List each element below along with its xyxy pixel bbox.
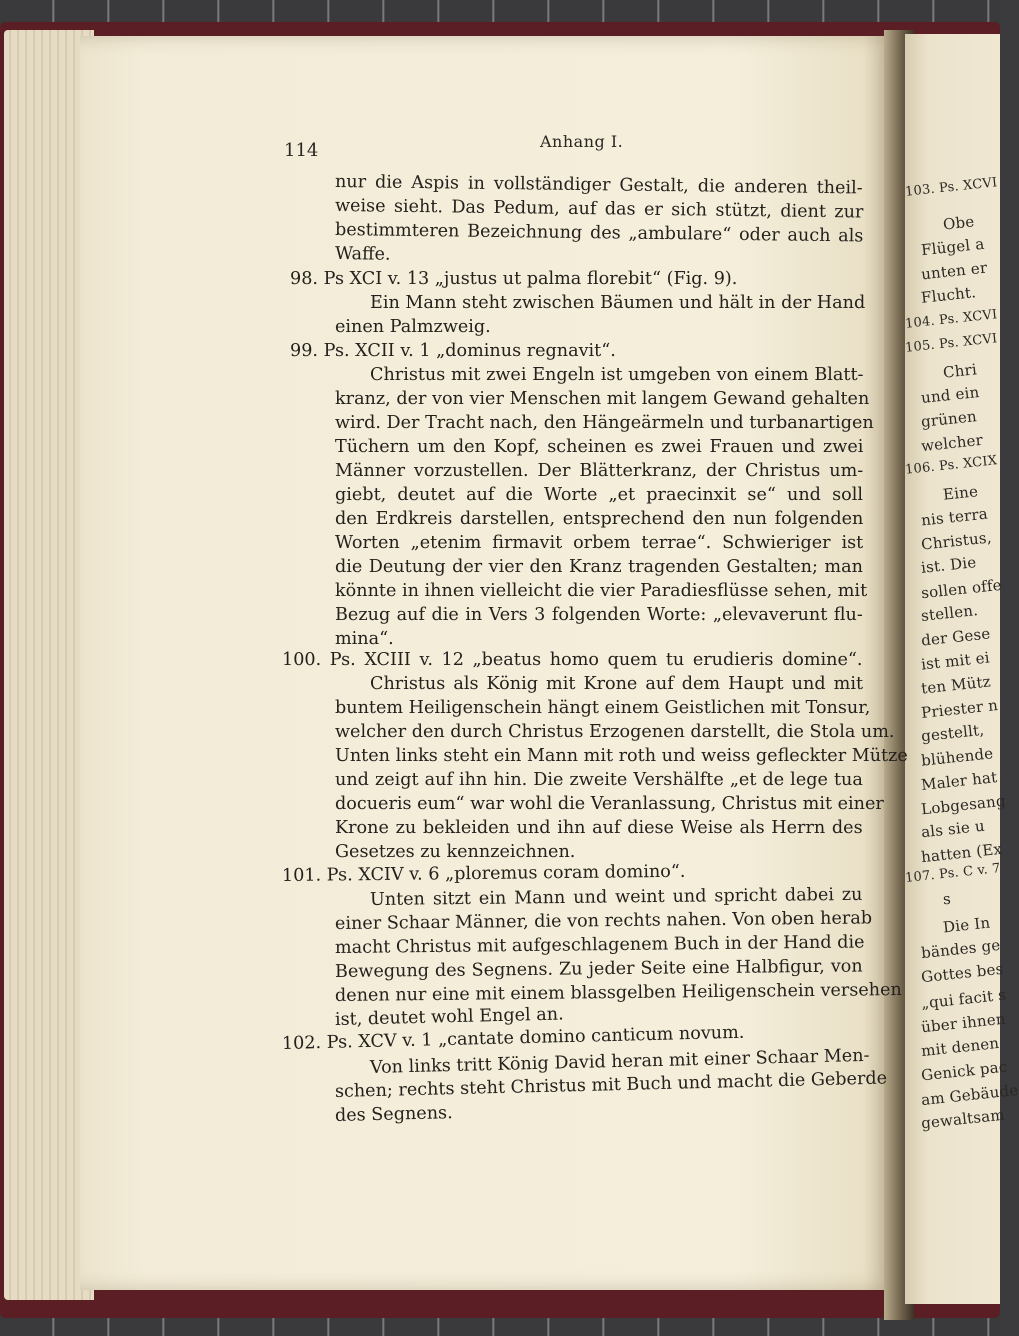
- text-line: Tüchern um den Kopf, scheinen es zwei Frauen und zwei: [335, 437, 864, 457]
- facing-page-line: nis terra: [920, 504, 989, 530]
- facing-page-line: stellen.: [920, 601, 979, 625]
- text-line: einen Palmzweig.: [335, 317, 491, 337]
- text-line: 102. Ps. XCV v. 1 „cantate domino canticum novum.: [281, 1022, 745, 1054]
- text-line: buntem Heiligenschein hängt einem Geistlichen mit Tonsur,: [335, 698, 871, 718]
- text-line: des Segnens.: [334, 1103, 453, 1126]
- text-line: Gesetzes zu kennzeichnen.: [335, 842, 576, 862]
- facing-page-line: über ihnen: [920, 1009, 1007, 1037]
- text-line: Männer vorzustellen. Der Blätterkranz, der Christus um-: [335, 461, 864, 481]
- facing-page-line: 103. Ps. XCVI: [904, 175, 999, 200]
- facing-page-line: Die In: [942, 913, 992, 937]
- facing-page-line: hatten (Ex: [920, 839, 1003, 867]
- text-line: kranz, der von vier Menschen mit langem Gewand gehalten: [335, 389, 870, 409]
- text-line: 101. Ps. XCIV v. 6 „ploremus coram domino“.: [281, 861, 686, 886]
- text-line: die Deutung der vier den Kranz tragenden Gestalten; man: [335, 557, 863, 577]
- page-number: 114: [284, 140, 319, 161]
- facing-page-line: Genick pac: [920, 1057, 1009, 1085]
- text-line: Von links tritt König David heran mit einer Schaar Men-: [369, 1045, 870, 1078]
- facing-page-line: welcher: [920, 430, 984, 456]
- text-line: Bewegung des Segnens. Zu jeder Seite eine Halbfigur, von: [334, 956, 863, 982]
- facing-page-line: 105. Ps. XCVI: [904, 331, 999, 356]
- facing-page: [904, 34, 1019, 1304]
- text-line: denen nur eine mit einem blassgelben Heiligenschein versehen: [334, 980, 902, 1006]
- text-line: Unten sitzt ein Mann und weint und spricht dabei zu: [369, 884, 863, 910]
- text-line: docueris eum“ war wohl die Veranlassung, Christus mit einer: [335, 794, 884, 814]
- facing-page-line: 104. Ps. XCVI: [904, 307, 999, 332]
- text-line: schen; rechts steht Christus mit Buch und macht die Geberde: [334, 1068, 888, 1102]
- text-line: Waffe.: [334, 244, 391, 265]
- text-line: könnte in ihnen vielleicht die vier Paradiesflüsse sehen, mit: [335, 581, 868, 601]
- facing-page-line: s: [942, 889, 952, 909]
- facing-page-line: Maler hat: [920, 768, 999, 794]
- facing-page-line: ist. Die: [920, 553, 978, 577]
- text-line: 100. Ps. XCIII v. 12 „beatus homo quem tu erudieris domine“.: [282, 650, 863, 670]
- text-line: den Erdkreis darstellen, entsprechend den nun folgenden: [335, 509, 864, 529]
- facing-page-line: blühende: [920, 744, 995, 770]
- facing-page-line: bändes ge: [920, 935, 1002, 963]
- facing-page-line: unten er: [920, 258, 989, 284]
- facing-page-line: Flucht.: [920, 283, 977, 307]
- text-line: bestimmteren Bezeichnung des „ambulare“ oder auch als: [334, 220, 864, 247]
- facing-page-line: Obe: [942, 212, 976, 234]
- text-line: Worten „etenim firmavit orbem terrae“. Schwieriger ist: [335, 533, 864, 553]
- facing-page-line: der Gese: [920, 624, 992, 650]
- text-line: Bezug auf die in Vers 3 folgenden Worte: „elevaverunt flu-: [335, 605, 863, 625]
- facing-page-line: grünen: [920, 407, 978, 431]
- text-line: ist, deutet wohl Engel an.: [334, 1004, 564, 1030]
- facing-page-line: 106. Ps. XCIX: [904, 453, 998, 478]
- text-line: 98. Ps XCI v. 13 „justus ut palma florebit“ (Fig. 9).: [290, 269, 738, 289]
- text-line: einer Schaar Männer, die von rechts nahen. Von oben herab: [334, 908, 873, 934]
- text-line: macht Christus mit aufgeschlagenem Buch in der Hand die: [334, 932, 865, 958]
- facing-page-line: sollen offe: [920, 575, 1003, 603]
- facing-page-line: Christus,: [920, 528, 993, 554]
- facing-page-line: Lobgesang: [920, 791, 1007, 819]
- running-head: Anhang I.: [540, 132, 624, 151]
- facing-page-line: Chri: [942, 360, 978, 382]
- text-line: Unten links steht ein Mann mit roth und weiss gefleckter Mütze: [335, 746, 908, 766]
- facing-page-line: mit denen: [920, 1033, 1001, 1061]
- facing-page-line: am Gebäude: [920, 1080, 1019, 1110]
- text-line: welcher den durch Christus Erzogenen darstellt, die Stola um.: [335, 722, 895, 742]
- text-line: Christus als König mit Krone auf dem Haupt und mit: [370, 674, 864, 694]
- text-line: und zeigt auf ihn hin. Die zweite Vershälfte „et de lege tua: [335, 770, 863, 790]
- facing-page-line: und ein: [920, 382, 981, 408]
- text-line: nur die Aspis in vollständiger Gestalt, die anderen theil-: [334, 172, 863, 199]
- facing-page-line: „qui facit s: [920, 985, 1007, 1013]
- facing-page-line: als sie u: [920, 816, 986, 842]
- facing-page-line: Gottes bes: [920, 959, 1005, 987]
- text-line: Ein Mann steht zwischen Bäumen und hält in der Hand: [370, 293, 866, 313]
- text-line: wird. Der Tracht nach, den Hängeärmeln und turbanartigen: [335, 413, 874, 433]
- text-line: giebt, deutet auf die Worte „et praecinxit se“ und soll: [335, 485, 863, 505]
- text-line: weise sieht. Das Pedum, auf das er sich stützt, dient zur: [334, 196, 864, 223]
- text-line: Krone zu bekleiden und ihn auf diese Weise als Herrn des: [335, 818, 863, 838]
- facing-page-line: Priester n: [920, 696, 999, 722]
- facing-page-line: gestellt,: [920, 720, 986, 746]
- text-line: mina“.: [335, 629, 394, 649]
- facing-page-line: Flügel a: [920, 234, 986, 260]
- facing-page-line: gewaltsam: [920, 1105, 1006, 1133]
- facing-page-line: ist mit ei: [920, 648, 991, 674]
- text-line: 99. Ps. XCII v. 1 „dominus regnavit“.: [290, 341, 616, 361]
- facing-page-line: Eine: [942, 482, 979, 504]
- facing-page-line: 107. Ps. C v. 7: [904, 861, 1002, 886]
- text-line: Christus mit zwei Engeln ist umgeben von einem Blatt-: [370, 365, 864, 385]
- facing-page-line: ten Mütz: [920, 672, 992, 698]
